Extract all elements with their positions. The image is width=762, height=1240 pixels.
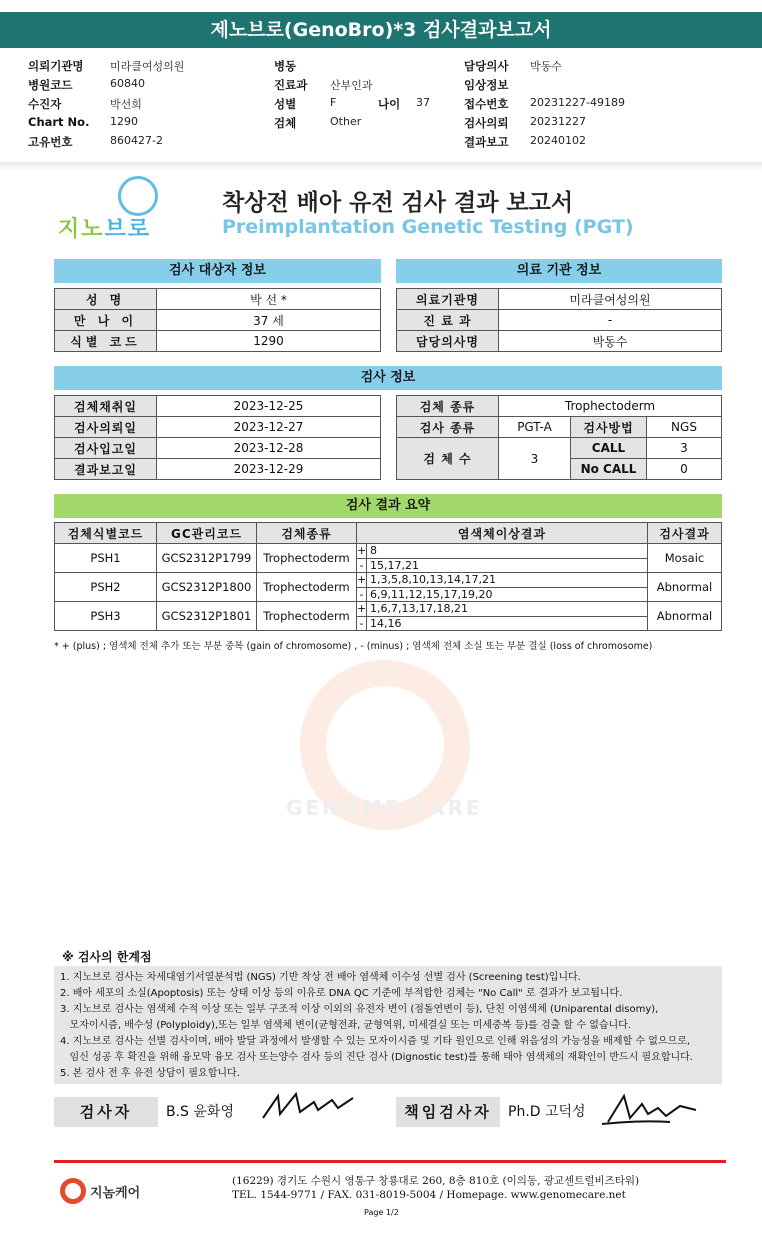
header-value: 20231227-49189 [530, 96, 625, 109]
specimen-type: Trophectoderm [257, 544, 357, 573]
header-label: 검체 [274, 116, 297, 130]
limitations-title: ※ 검사의 한계점 [62, 950, 152, 964]
header-label: 병동 [274, 59, 297, 73]
header-label: 성별 [274, 97, 297, 111]
report-title-ko: 착상전 배아 유전 검사 결과 보고서 [222, 190, 574, 216]
specimen-id: PSH3 [55, 602, 157, 631]
institution-info-table [396, 288, 722, 352]
label: 결과보고일 [55, 459, 157, 480]
examiner-name: B.S 윤화영 [166, 1104, 234, 1120]
footer-address [232, 1174, 639, 1202]
contact-line: TEL. 1544-9771 / FAX. 031-8019-5004 / Homepage. www.genomecare.net [232, 1189, 626, 1201]
supervisor-label: 책임검사자 [396, 1097, 500, 1127]
limitation-item: 4. 지노브로 검사는 선별 검사이며, 배아 발달 과정에서 발생할 수 있는 모자이시즘 및 기타 원인으로 인해 위음성의 가능성을 배제할 수 없으므로, [60, 1036, 691, 1047]
watermark-text: GENOME CARE [286, 796, 483, 820]
date-value: 2023-12-25 [157, 396, 381, 417]
column-header: 검체종류 [257, 523, 357, 544]
column-header: GC관리코드 [157, 523, 257, 544]
gain-chromosomes: 8 [370, 544, 377, 557]
header-label: 검사의뢰 [464, 116, 509, 130]
label: 성 명 [55, 289, 157, 310]
loss-chromosomes: 6,9,11,12,15,17,19,20 [370, 588, 493, 601]
test-specimen-table [396, 395, 722, 480]
header-value: 1290 [110, 115, 138, 128]
header-value: 박선희 [110, 98, 142, 111]
examiner-signature-icon [258, 1088, 358, 1128]
address-line: (16229) 경기도 수원시 영통구 창룡대로 260, 8층 810호 (이의동, 광교센트럴비즈타워) [232, 1175, 640, 1187]
label: 검사입고일 [55, 438, 157, 459]
label: 검사방법 [571, 417, 647, 438]
limitations-box [54, 966, 722, 1084]
doctor-name: 박동수 [499, 331, 722, 352]
subject-info-heading: 검사 대상자 정보 [54, 259, 381, 283]
test-dates-table [54, 395, 381, 480]
gc-code: GCS2312P1800 [157, 573, 257, 602]
label: 담당의사명 [397, 331, 499, 352]
institution-name: 미라클여성의원 [499, 289, 722, 310]
examiner-label: 검사자 [54, 1097, 158, 1127]
nocall-count: 0 [647, 459, 722, 480]
column-header: 염색체이상결과 [357, 523, 648, 544]
test-info-heading: 검사 정보 [54, 366, 722, 390]
limitation-item: 5. 본 검사 전 후 유전 상담이 필요합니다. [60, 1068, 240, 1079]
summary-table [54, 522, 722, 631]
header-value: 20231227 [530, 115, 586, 128]
footer-divider [54, 1160, 726, 1163]
divider [0, 162, 762, 170]
label: 식별 코드 [55, 331, 157, 352]
label: 진 료 과 [397, 310, 499, 331]
gc-code: GCS2312P1799 [157, 544, 257, 573]
gain-chromosomes: 1,3,5,8,10,13,14,17,21 [370, 573, 496, 586]
table-row [55, 602, 722, 631]
plus-sign: + [357, 602, 367, 615]
test-type: PGT-A [499, 417, 571, 438]
supervisor-signature-icon [600, 1090, 700, 1130]
minus-sign: - [357, 617, 367, 630]
chromosome-result [357, 544, 648, 573]
age-value: 37 [416, 96, 430, 109]
genomecare-g-icon [60, 1178, 86, 1204]
report-title-en: Preimplantation Genetic Testing (PGT) [222, 216, 634, 238]
chromosome-result [357, 573, 648, 602]
label: 검사의뢰일 [55, 417, 157, 438]
minus-sign: - [357, 588, 367, 601]
report-header-title: 제노브로(GenoBro)*3 검사결과보고서 [0, 12, 762, 48]
specimen-id: PSH1 [55, 544, 157, 573]
test-result: Mosaic [648, 544, 722, 573]
test-method: NGS [647, 417, 722, 438]
minus-sign: - [357, 559, 367, 572]
header-value: 산부인과 [330, 79, 373, 92]
header-value: F [330, 96, 337, 109]
label: 만 나 이 [55, 310, 157, 331]
header-value: 860427-2 [110, 134, 163, 147]
subject-id: 1290 [157, 331, 381, 352]
chromosome-result [357, 602, 648, 631]
table-row [55, 573, 722, 602]
footer-logo-text: 지놈케어 [90, 1186, 141, 1201]
test-result: Abnormal [648, 573, 722, 602]
header-label: 의뢰기관명 [28, 59, 84, 73]
header-label: 진료과 [274, 78, 308, 92]
table-row [55, 544, 722, 573]
header-label: 담당의사 [464, 59, 509, 73]
specimen-id: PSH2 [55, 573, 157, 602]
logo-text-2: 브로 [104, 217, 152, 242]
gain-chromosomes: 1,6,7,13,17,18,21 [370, 602, 468, 615]
summary-heading: 검사 결과 요약 [54, 494, 722, 518]
institution-info-heading: 의료 기관 정보 [396, 259, 722, 283]
plus-sign: + [357, 544, 367, 557]
header-label: 고유번호 [28, 135, 73, 149]
specimen-type: Trophectoderm [499, 396, 722, 417]
department: - [499, 310, 722, 331]
subject-name: 박 선 * [157, 289, 381, 310]
header-label: 병원코드 [28, 78, 73, 92]
header-label: 수진자 [28, 97, 62, 111]
date-value: 2023-12-28 [157, 438, 381, 459]
label: 검체채취일 [55, 396, 157, 417]
label: CALL [571, 438, 647, 459]
specimen-type: Trophectoderm [257, 573, 357, 602]
logo-text-1: 지노 [58, 217, 105, 242]
subject-age: 37 세 [157, 310, 381, 331]
header-value: 60840 [110, 77, 145, 90]
call-count: 3 [647, 438, 722, 459]
loss-chromosomes: 14,16 [370, 617, 402, 630]
column-header: 검체식별코드 [55, 523, 157, 544]
date-value: 2023-12-29 [157, 459, 381, 480]
label: 의료기관명 [397, 289, 499, 310]
test-result: Abnormal [648, 602, 722, 631]
header-value: 박동수 [530, 60, 562, 73]
label: 검사 종류 [397, 417, 499, 438]
label: No CALL [571, 459, 647, 480]
gc-code: GCS2312P1801 [157, 602, 257, 631]
date-value: 2023-12-27 [157, 417, 381, 438]
dna-icon [118, 176, 158, 216]
summary-note: * + (plus) ; 염색체 전체 추가 또는 부분 중복 (gain of chromosome) , - (minus) ; 염색체 전체 소실 또는 부분 결실 (loss of chromosome) [54, 641, 653, 652]
header-label: 접수번호 [464, 97, 509, 111]
specimen-count: 3 [499, 438, 571, 480]
limitation-item: 모자이시즘, 배수성 (Polyploidy),또는 일부 염색체 변이(균형전좌, 균형역위, 미세결실 또는 미세중복 등)를 검출 할 수 없습니다. [60, 1020, 632, 1031]
label: 검 체 수 [397, 438, 499, 480]
header-label: Chart No. [28, 115, 90, 129]
header-label: 결과보고 [464, 135, 509, 149]
loss-chromosomes: 15,17,21 [370, 559, 419, 572]
header-label: 임상정보 [464, 78, 509, 92]
genomecare-logo [60, 1176, 160, 1206]
limitation-item: 임신 성공 후 확진을 위해 융모막 융모 검사 또는양수 검사 등의 진단 검사 (Dignostic test)를 통해 태아 염색체의 재확인이 반드시 필요합니다. [60, 1052, 693, 1063]
plus-sign: + [357, 573, 367, 586]
header-value: 20240102 [530, 134, 586, 147]
page-number: Page 1/2 [364, 1208, 399, 1217]
age-label: 나이 [378, 97, 401, 111]
limitation-item: 1. 지노브로 검사는 차세대염기서열분석법 (NGS) 기반 착상 전 배아 염색체 이수성 선별 검사 (Screening test)입니다. [60, 972, 581, 983]
specimen-type: Trophectoderm [257, 602, 357, 631]
header-value: 미라클여성의원 [110, 60, 185, 73]
limitation-item: 2. 배아 세포의 소실(Apoptosis) 또는 상태 이상 등의 이유로 DNA QC 기준에 부적합한 검체는 "No Call" 로 결과가 보고됩니다. [60, 988, 623, 999]
genobro-logo [58, 176, 178, 240]
label: 검체 종류 [397, 396, 499, 417]
header-value: Other [330, 115, 362, 128]
limitation-item: 3. 지노브로 검사는 염색체 수적 이상 또는 일부 구조적 이상 이외의 유전자 변이 (점돌연변이 등), 단친 이염색체 (Uniparental disomy), [60, 1004, 659, 1015]
supervisor-name: Ph.D 고덕성 [508, 1104, 586, 1120]
subject-info-table [54, 288, 381, 352]
column-header: 검사결과 [648, 523, 722, 544]
